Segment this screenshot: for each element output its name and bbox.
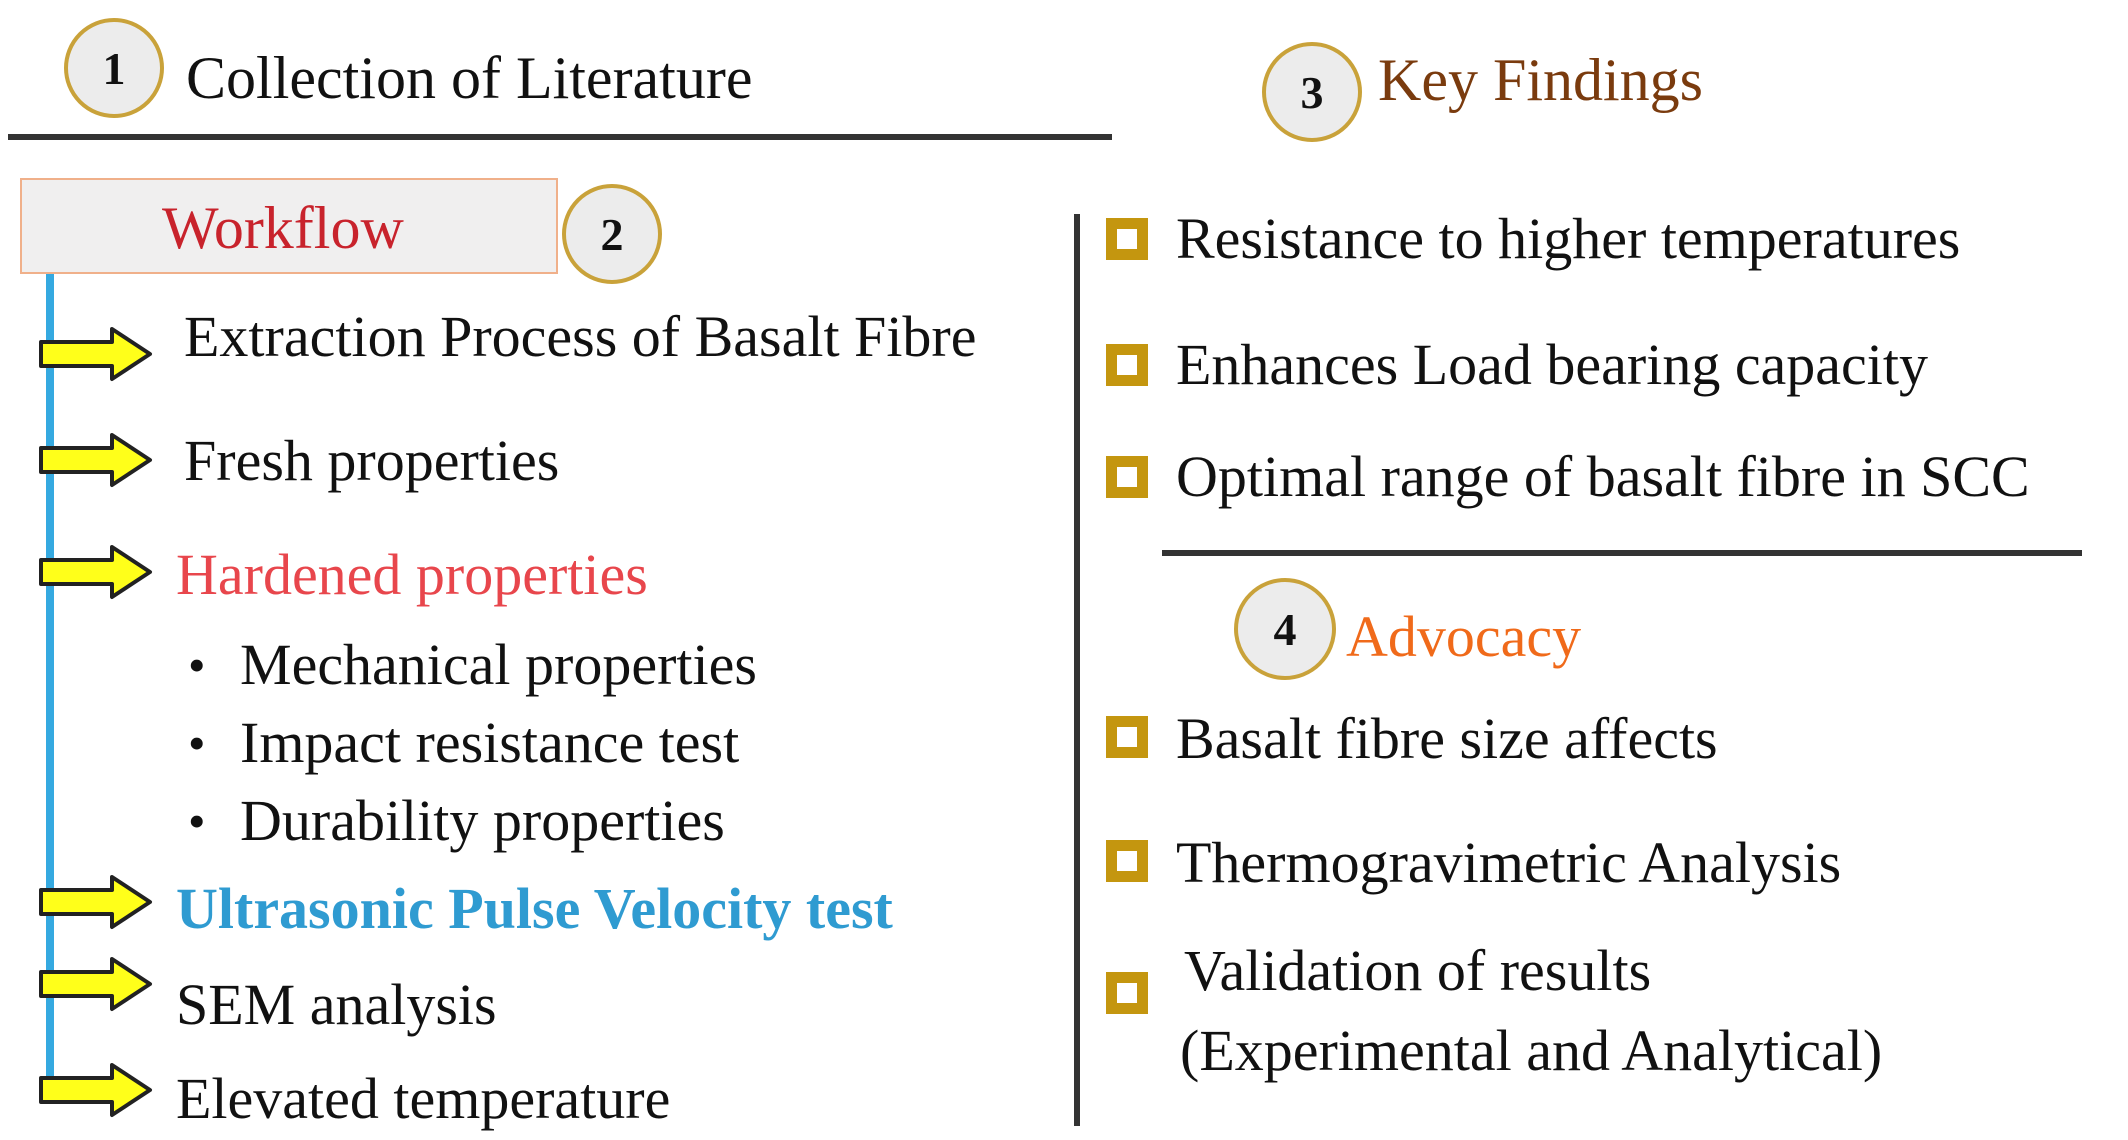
arrow-right-icon: [38, 544, 154, 600]
square-bullet-icon: [1106, 840, 1148, 882]
square-bullet-icon: [1106, 716, 1148, 758]
section-3-divider: [1162, 550, 2082, 556]
key-finding-item-1: Resistance to higher temperatures: [1176, 206, 1961, 271]
section-number-3: 3: [1262, 42, 1362, 142]
column-divider: [1074, 214, 1080, 1126]
square-bullet-icon: [1106, 456, 1148, 498]
workflow-item-sem-analysis: SEM analysis: [176, 972, 497, 1037]
workflow-item-upv-test: Ultrasonic Pulse Velocity test: [176, 876, 893, 941]
square-bullet-icon: [1106, 972, 1148, 1014]
arrow-right-icon: [38, 1062, 154, 1118]
arrow-right-icon: [38, 874, 154, 930]
workflow-subitem-impact: Impact resistance test: [240, 710, 740, 775]
advocacy-item-3: Validation of results: [1184, 938, 1652, 1003]
square-bullet-icon: [1106, 218, 1148, 260]
bullet-dot: •: [188, 793, 206, 849]
key-findings-title: Key Findings: [1378, 47, 1704, 113]
square-bullet-icon: [1106, 344, 1148, 386]
workflow-item-fresh-properties: Fresh properties: [184, 428, 560, 493]
arrow-right-icon: [38, 326, 154, 382]
key-finding-item-2: Enhances Load bearing capacity: [1176, 332, 1929, 397]
workflow-item-hardened-properties: Hardened properties: [176, 542, 648, 607]
advocacy-item-2: Thermogravimetric Analysis: [1176, 830, 1842, 895]
section-number-4: 4: [1234, 578, 1336, 680]
collection-of-literature-title: Collection of Literature: [186, 45, 753, 111]
workflow-item-extraction: Extraction Process of Basalt Fibre: [184, 304, 977, 369]
arrow-right-icon: [38, 956, 154, 1012]
advocacy-item-3-continued: (Experimental and Analytical): [1180, 1018, 1883, 1083]
arrow-right-icon: [38, 432, 154, 488]
bullet-dot: •: [188, 715, 206, 771]
workflow-subitem-durability: Durability properties: [240, 788, 725, 853]
advocacy-item-1: Basalt fibre size affects: [1176, 706, 1718, 771]
workflow-subitem-mechanical: Mechanical properties: [240, 632, 757, 697]
section-1-divider: [8, 134, 1112, 140]
advocacy-title: Advocacy: [1346, 604, 1582, 669]
bullet-dot: •: [188, 637, 206, 693]
workflow-title: Workflow: [162, 195, 404, 261]
section-number-2: 2: [562, 184, 662, 284]
workflow-item-elevated-temperature: Elevated temperature: [176, 1066, 671, 1131]
key-finding-item-3: Optimal range of basalt fibre in SCC: [1176, 444, 2030, 509]
section-number-1: 1: [64, 18, 164, 118]
